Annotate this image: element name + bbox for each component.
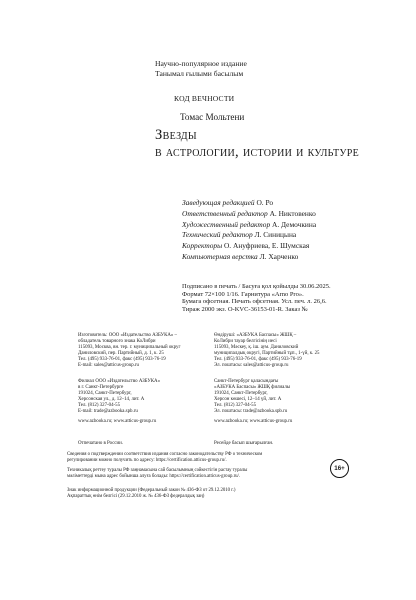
printed-in-kaz: Ресейде басып шығарылған. bbox=[214, 441, 274, 446]
spb-branch-kaz: Санкт-Петербург қаласындағы «АЗБУКА Баспасы» ЖШҚ филиалы 191024, Санкт-Петербург, Херсон көшесі, 12–14 үй, лит. А Тел. (812) 327-04-55 Эл. поштасы: trade@azbooka.spb.ru bbox=[214, 379, 291, 414]
print-info-line: Формат 72×100 1/16. Гарнитура «Arno Pro». bbox=[182, 290, 304, 298]
credit-line: Корректоры О. Ануфриева, Е. Шумская bbox=[182, 241, 310, 251]
author-name: Томас Мольтени bbox=[180, 112, 245, 122]
credit-line: Заведующая редакцией О. Ро bbox=[182, 198, 274, 207]
info-product-mark-note: Знак информационной продукции (Федеральный закон № 436-ФЗ от 29.12.2010 г.) Ақпараттық өнім белгісі (29.12.2010 ж. № 436-ФЗ федералдық заң) bbox=[67, 488, 236, 499]
series-name: КОД ВЕЧНОСТИ bbox=[174, 94, 235, 103]
credit-line: Ответственный редактор А. Никтовенко bbox=[182, 208, 316, 218]
credit-line: Компьютерная верстка Л. Харченко bbox=[182, 251, 299, 261]
credit-line: Технический редактор Л. Синицына bbox=[182, 230, 297, 240]
print-info-line: Подписано в печать / Басуға қол қойылды 30.06.2025. bbox=[182, 283, 331, 290]
print-info-line: Бумага офсетная. Печать офсетная. Усл. печ. л. 26,6. bbox=[182, 298, 327, 306]
print-info bbox=[182, 283, 331, 314]
print-info-line: Тираж 2000 экз. O-KVC-36153-01-R. Заказ № bbox=[182, 306, 308, 314]
book-title bbox=[155, 127, 410, 161]
age-rating-badge: 16+ bbox=[330, 459, 349, 478]
certification-note-ru: Сведения о подтверждении соответствия издания согласно законодательству РФ о техническом регулировании можно получить по адресу: https://certification.atticus-group.ru/. bbox=[67, 452, 263, 463]
edition-type-block bbox=[155, 59, 247, 79]
publisher-info-ru: Изготовитель: ООО «Издательство АЗБУКА» – обладатель товарного знака КоЛибри 115093, Москва, вн. тер. г. муниципальный округ Даниловский, пер. Партийный, д. 1, к. 25 Тел. (495) 933-76-01, факс (495) 933-76-19 E-mail: sales@atticus-group.ru bbox=[78, 333, 181, 368]
website-ru: www.azbooka.ru; www.atticus-group.ru bbox=[78, 419, 157, 424]
edition-type: Научно-популярное издание bbox=[155, 59, 247, 68]
certification-note-kaz: Техникалық реттеу туралы РФ заңнамасына сай басылымның сәйкестігін растау туралы мәліметтерді мына адрес бойынша алуға болады: https://certification.atticus-group.ru/. bbox=[67, 468, 248, 479]
printed-in-ru: Отпечатано в России. bbox=[78, 441, 123, 446]
credits-list bbox=[182, 198, 316, 263]
spb-branch-ru: Филиал ООО «Издательство АЗБУКА» в г. Санкт-Петербурге 191024, Санкт-Петербург, Херсонская ул., д. 12–14, лит. А Тел. (812) 327-04-55 E-mail: trade@azbooka.spb.ru bbox=[78, 379, 161, 414]
title-line-1: Звезды bbox=[155, 127, 197, 143]
publisher-info-kaz: Өндіруші: «АЗБУКА Баспасы» ЖШҚ – КоЛибри тауар белгісінің иесі 115093, Мәскеу, қ. іш. аум. Даниловский муниципалдық округі, Партийный тұп., 1-үй, к. 25 Тел. (495) 933-76-01, факс (495) 933-76-19 Эл. поштасы: sales@atticus-group.ru bbox=[214, 333, 320, 368]
credit-line: Художественный редактор А. Демочкина bbox=[182, 219, 317, 229]
title-line-2: в астрологии, истории и культуре bbox=[155, 144, 360, 160]
edition-type-kaz: Танымал ғылыми басылым bbox=[155, 69, 244, 78]
website-kaz: www.azbooka.ru; www.atticus-group.ru bbox=[214, 419, 293, 424]
